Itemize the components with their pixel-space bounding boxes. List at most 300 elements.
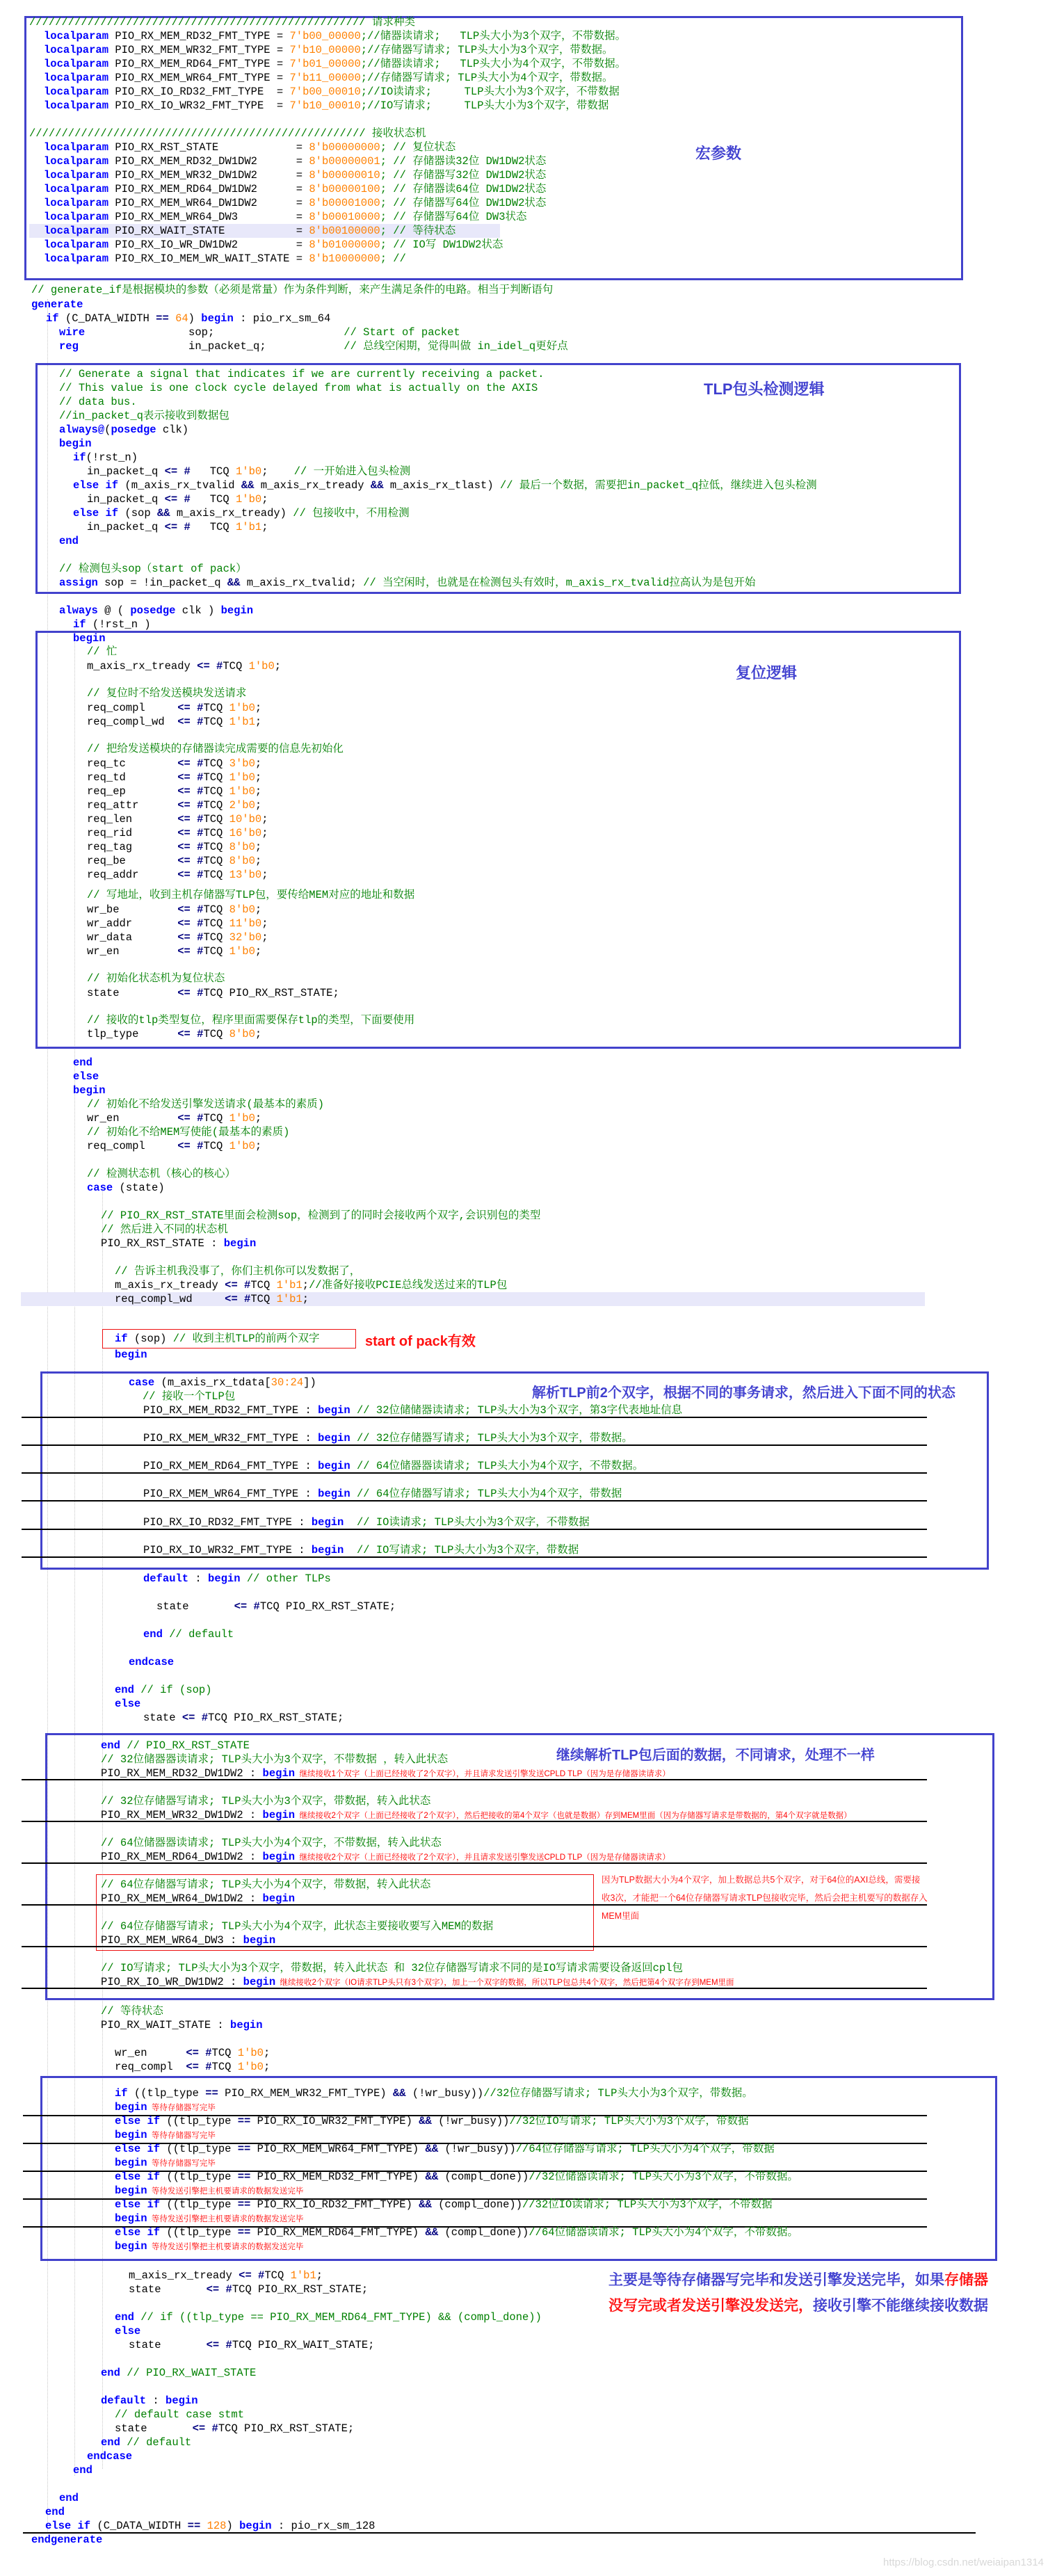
code-text: TCQ PIO_RX_RST_STATE; xyxy=(232,2283,369,2296)
code-text: wr_addr xyxy=(87,917,178,930)
code-line[interactable] xyxy=(44,140,455,154)
code-keyword: end xyxy=(101,2436,120,2449)
code-line[interactable] xyxy=(87,826,268,840)
code-operator: <= # xyxy=(177,827,204,839)
code-line[interactable] xyxy=(143,1515,590,1529)
code-keyword: default xyxy=(101,2394,147,2407)
code-line[interactable] xyxy=(44,85,620,99)
code-line[interactable] xyxy=(143,1711,344,1725)
code-line[interactable] xyxy=(115,2408,244,2422)
code-line[interactable] xyxy=(115,2114,749,2128)
code-line[interactable] xyxy=(31,298,83,312)
code-line[interactable] xyxy=(87,1181,165,1195)
code-keyword: begin xyxy=(311,1544,344,1556)
code-line[interactable] xyxy=(115,1683,212,1697)
code-number: 2'b0 xyxy=(229,799,255,812)
code-operator: && xyxy=(227,577,241,589)
code-number: 11'b0 xyxy=(229,917,262,930)
code-comment: // 32位储储器读请求; TLP头大小为3个双字，第3字代表地址信息 xyxy=(356,1404,683,1417)
code-comment: // if ((tlp_type == PIO_RX_MEM_RD64_FMT_TYPE) && (compl_done)) xyxy=(140,2311,542,2324)
code-number: 8'b0 xyxy=(229,855,255,867)
code-line[interactable] xyxy=(101,2436,191,2449)
code-number: 8'b00000010 xyxy=(309,169,380,182)
code-text: wr_data xyxy=(87,931,178,944)
code-text: PIO_RX_MEM_WR64_FMT_TYPE : xyxy=(143,1488,318,1500)
code-number: 13'b0 xyxy=(229,869,262,881)
code-number: 1'b1 xyxy=(229,716,255,728)
code-line[interactable] xyxy=(101,1808,852,1822)
code-comment: //////////////////////////////////////////////////// 请求种类 xyxy=(29,16,415,29)
code-line[interactable] xyxy=(87,757,261,771)
code-text: PIO_RX_MEM_WR64_DW3 = xyxy=(108,211,309,223)
code-comment: // PIO_RX_RST_STATE里面会检测sop，检测到了的同时会接收两个双字,会识别包的类型 xyxy=(101,1209,541,1222)
code-text: PIO_RX_MEM_RD64_FMT_TYPE) xyxy=(250,2226,426,2239)
code-comment: ;//IO写请求; TLP头大小为3个双字，带数据 xyxy=(360,99,609,112)
code-line[interactable] xyxy=(44,71,613,85)
code-line[interactable] xyxy=(115,2184,303,2198)
code-operator: == xyxy=(156,312,169,325)
code-keyword: else if xyxy=(73,479,119,492)
code-line[interactable] xyxy=(115,1332,320,1346)
code-line[interactable] xyxy=(59,437,92,451)
code-keyword: always@ xyxy=(59,424,105,436)
code-line[interactable] xyxy=(73,631,106,645)
code-keyword: else xyxy=(115,1698,141,1710)
code-line[interactable] xyxy=(59,576,755,590)
code-text: TCQ PIO_RX_RST_STATE; xyxy=(203,987,339,999)
code-line[interactable] xyxy=(87,686,246,700)
code-line[interactable] xyxy=(73,1056,92,1070)
code-line[interactable] xyxy=(31,283,553,297)
code-line[interactable] xyxy=(87,917,268,931)
code-line[interactable] xyxy=(73,618,151,631)
code-keyword: begin xyxy=(166,2394,198,2407)
code-text: TCQ xyxy=(250,1279,277,1291)
code-operator: <= # xyxy=(177,987,204,999)
annotation-continue-parse: 继续解析TLP包后面的数据，不同请求，处理不一样 xyxy=(556,1748,875,1763)
code-line[interactable] xyxy=(45,2519,375,2533)
code-line[interactable] xyxy=(143,1627,234,1641)
code-text: PIO_RX_IO_WR_DW1DW2 = xyxy=(108,239,309,251)
code-operator: == xyxy=(187,2520,201,2532)
code-text: ; xyxy=(255,757,262,770)
code-line[interactable] xyxy=(129,1655,174,1669)
code-keyword: begin xyxy=(243,1934,276,1947)
code-line[interactable] xyxy=(87,840,261,854)
code-operator: && xyxy=(241,479,255,492)
code-line[interactable] xyxy=(59,325,460,339)
code-operator: == xyxy=(237,2226,251,2239)
code-line[interactable] xyxy=(44,57,626,71)
code-text: ; xyxy=(261,493,268,506)
code-line[interactable] xyxy=(115,1697,140,1711)
code-line[interactable] xyxy=(101,1223,228,1237)
annotation-parse-first-dw: 解析TLP前2个双字，根据不同的事务请求，然后进入下面不同的状态 xyxy=(532,1385,955,1401)
code-line[interactable] xyxy=(44,224,455,238)
code-line[interactable] xyxy=(44,99,608,113)
code-comment: // PIO_RX_RST_STATE xyxy=(127,1739,250,1752)
code-keyword: assign xyxy=(59,577,98,589)
code-line[interactable] xyxy=(87,798,261,812)
code-line[interactable] xyxy=(115,2422,354,2436)
code-keyword: begin xyxy=(318,1404,350,1417)
code-line[interactable] xyxy=(87,645,117,659)
red-annotation: 等待发送引擎把主机要请求的数据发送完毕 xyxy=(147,2215,304,2223)
code-keyword: localparam xyxy=(44,141,109,154)
code-text: req_rid xyxy=(87,827,178,839)
code-line[interactable] xyxy=(87,1125,289,1139)
code-line[interactable] xyxy=(101,1836,442,1850)
code-line[interactable] xyxy=(143,1487,622,1501)
code-line[interactable] xyxy=(101,1209,540,1223)
code-line[interactable] xyxy=(87,868,268,882)
code-number: 1'b0 xyxy=(237,2047,264,2059)
code-line[interactable] xyxy=(101,2394,198,2408)
code-line[interactable] xyxy=(156,1600,396,1613)
code-line[interactable] xyxy=(44,43,613,57)
code-line[interactable] xyxy=(115,2170,798,2184)
code-line[interactable] xyxy=(115,1292,309,1306)
code-line[interactable] xyxy=(87,492,268,506)
code-line[interactable] xyxy=(44,29,626,43)
code-keyword: localparam xyxy=(44,183,109,195)
code-operator: <= # xyxy=(177,771,204,784)
code-keyword: else if xyxy=(115,2171,161,2183)
code-comment: //////////////////////////////////////////////////// 接收状态机 xyxy=(29,127,426,140)
code-text: clk ) xyxy=(175,604,221,617)
code-operator: <= # xyxy=(164,493,191,506)
code-comment: // Generate a signal that indicates if we are currently receiving a packet. xyxy=(59,368,544,380)
code-keyword: localparam xyxy=(44,44,109,56)
code-line[interactable] xyxy=(59,409,229,423)
code-line[interactable] xyxy=(31,2533,102,2547)
code-line[interactable] xyxy=(87,812,268,826)
code-comment: //32位IO写请求; TLP头大小为3个双字，带数据 xyxy=(509,2115,749,2127)
code-line[interactable] xyxy=(115,2310,542,2324)
code-text: ; xyxy=(261,521,268,533)
code-line[interactable] xyxy=(87,465,410,478)
code-text: ; xyxy=(255,771,262,784)
code-text: (C_DATA_WIDTH xyxy=(90,2520,188,2532)
code-line[interactable] xyxy=(115,2212,303,2225)
code-text: state xyxy=(115,2422,193,2435)
code-line[interactable] xyxy=(73,2463,92,2477)
code-text: req_td xyxy=(87,771,178,784)
code-keyword: begin xyxy=(262,1851,296,1863)
code-text: PIO_RX_WAIT_STATE : xyxy=(101,2019,231,2031)
code-keyword: begin xyxy=(115,2129,147,2141)
code-line[interactable] xyxy=(143,1543,579,1557)
code-line[interactable] xyxy=(115,2100,216,2114)
code-keyword: begin xyxy=(201,312,234,325)
code-keyword: localparam xyxy=(44,155,109,168)
code-line[interactable] xyxy=(44,168,546,182)
code-line[interactable] xyxy=(44,252,406,266)
code-text: req_be xyxy=(87,855,178,867)
code-line[interactable] xyxy=(87,903,261,917)
code-line[interactable] xyxy=(87,1097,324,1111)
code-line[interactable] xyxy=(115,2225,798,2239)
code-number: 1'b0 xyxy=(229,945,255,958)
code-line[interactable] xyxy=(59,367,544,381)
code-line[interactable] xyxy=(29,15,415,29)
code-text: wr_en xyxy=(115,2047,186,2059)
code-line[interactable] xyxy=(29,127,426,140)
code-line[interactable] xyxy=(44,238,503,252)
code-line[interactable] xyxy=(87,1139,261,1153)
code-text xyxy=(120,2436,127,2449)
code-text: wr_be xyxy=(87,903,178,916)
code-line[interactable] xyxy=(44,196,546,210)
code-line[interactable] xyxy=(59,423,188,437)
code-line[interactable] xyxy=(143,1572,331,1586)
code-line[interactable] xyxy=(101,1919,493,1933)
code-keyword: else if xyxy=(73,507,119,520)
code-text: ; xyxy=(261,869,268,881)
code-text: ; xyxy=(255,945,262,958)
code-line[interactable] xyxy=(115,2128,216,2142)
code-text: PIO_RX_MEM_WR32_FMT_TYPE : xyxy=(143,1432,318,1444)
code-line[interactable] xyxy=(129,2269,323,2283)
annotation-sop-valid: start of pack有效 xyxy=(365,1334,476,1349)
code-keyword: if xyxy=(115,1333,128,1345)
code-comment: // IO写请求; TLP头大小为3个双字，带数据，转入此状态 和 32位存储器写请求不同的是IO写请求需要设备返回cpl包 xyxy=(101,1962,684,1974)
code-text: TCQ xyxy=(203,1028,229,1040)
code-line[interactable] xyxy=(44,182,546,196)
code-line[interactable] xyxy=(87,1111,261,1125)
code-text: req_tc xyxy=(87,757,178,770)
code-text: req_len xyxy=(87,813,178,826)
code-line[interactable] xyxy=(73,1070,99,1084)
code-comment: // 接收的tlp类型复位，程序里面需要保存tlp的类型，下面要使用 xyxy=(87,1014,415,1027)
annotation-wait-note-line2 xyxy=(608,2294,988,2315)
code-line[interactable] xyxy=(101,1892,295,1906)
code-operator: == xyxy=(237,2115,251,2127)
code-line[interactable] xyxy=(101,1739,250,1753)
code-text: TCQ xyxy=(203,799,229,812)
code-keyword: else if xyxy=(115,2143,161,2155)
code-line[interactable] xyxy=(115,2239,303,2253)
code-line[interactable] xyxy=(59,534,79,548)
code-line[interactable] xyxy=(115,1348,147,1362)
code-line[interactable] xyxy=(101,2018,263,2032)
code-line[interactable] xyxy=(59,562,247,576)
annotation-macro-params: 宏参数 xyxy=(695,145,742,162)
code-comment: ; // xyxy=(380,252,406,265)
code-comment: // generate_if是根据模块的参数（必须是常量）作为条件判断，来产生满足条件的电路。相当于判断语句 xyxy=(31,284,554,296)
code-text: ]) xyxy=(303,1376,316,1389)
code-number: 7'b00_00010 xyxy=(289,86,361,98)
code-operator: <= # xyxy=(177,785,204,798)
code-text: TCQ xyxy=(203,716,229,728)
code-text: (!wr_busy)) xyxy=(438,2143,516,2155)
code-line[interactable] xyxy=(101,1961,683,1975)
code-line[interactable] xyxy=(87,1013,414,1027)
code-line[interactable] xyxy=(87,2449,132,2463)
code-number: 8'b00001000 xyxy=(309,197,380,209)
code-line[interactable] xyxy=(59,339,568,353)
code-text: : pio_rx_sm_128 xyxy=(271,2520,376,2532)
code-line[interactable] xyxy=(87,986,339,1000)
code-line[interactable] xyxy=(101,2366,256,2380)
code-line[interactable] xyxy=(73,451,138,465)
code-text: : pio_rx_sm_64 xyxy=(233,312,331,325)
code-number: 8'b00000100 xyxy=(309,183,380,195)
code-text: PIO_RX_MEM_RD32_DW1DW2 : xyxy=(101,1767,263,1780)
code-operator: <= # xyxy=(225,1279,251,1291)
code-line[interactable] xyxy=(115,2046,270,2060)
code-line[interactable] xyxy=(115,2142,775,2156)
code-keyword: wire xyxy=(59,326,86,339)
code-text: TCQ xyxy=(264,2269,291,2282)
code-number: 7'b10_00010 xyxy=(289,99,361,112)
code-line[interactable] xyxy=(101,1753,448,1766)
code-number: 1'b0 xyxy=(229,702,255,714)
code-line[interactable] xyxy=(87,888,414,902)
code-line[interactable] xyxy=(87,701,261,715)
code-keyword: begin xyxy=(115,2101,147,2114)
code-line[interactable] xyxy=(143,1390,235,1403)
code-operator: <= # xyxy=(164,521,191,533)
code-text: (!rst_n ) xyxy=(86,618,151,631)
code-comment: //准备好接收PCIE总线发送过来的TLP包 xyxy=(309,1279,508,1291)
code-line[interactable] xyxy=(45,2505,65,2519)
code-number: 16'b0 xyxy=(229,827,262,839)
code-comment: // 一开始进入包头检测 xyxy=(293,465,411,478)
code-line[interactable] xyxy=(115,1264,360,1278)
code-text: ; xyxy=(263,2061,271,2073)
code-line[interactable] xyxy=(101,1766,670,1780)
code-keyword: localparam xyxy=(44,225,109,237)
code-line[interactable] xyxy=(101,1794,430,1808)
code-text: in_packet_q xyxy=(87,465,165,478)
code-keyword: localparam xyxy=(44,211,109,223)
code-number: 128 xyxy=(207,2520,227,2532)
code-text: m_axis_rx_tlast) xyxy=(383,479,500,492)
code-keyword: begin xyxy=(230,2019,263,2031)
code-line[interactable] xyxy=(59,604,253,618)
code-keyword: begin xyxy=(73,1084,106,1097)
code-line[interactable] xyxy=(87,742,344,756)
code-operator: == xyxy=(205,2087,218,2100)
code-text: PIO_RX_RST_STATE = xyxy=(108,141,309,154)
code-operator: == xyxy=(237,2143,251,2155)
code-line[interactable] xyxy=(115,2198,773,2212)
code-line[interactable] xyxy=(101,1850,670,1864)
code-line[interactable] xyxy=(87,771,261,784)
code-line[interactable] xyxy=(115,2156,216,2170)
code-text: PIO_RX_IO_WR32_FMT_TYPE) xyxy=(250,2115,419,2127)
code-number: 32'b0 xyxy=(229,931,262,944)
code-line[interactable] xyxy=(87,1027,261,1041)
code-line[interactable] xyxy=(143,1403,682,1417)
code-line[interactable] xyxy=(59,381,538,395)
code-operator: <= # xyxy=(177,945,204,958)
code-operator: <= # xyxy=(177,757,204,770)
code-operator: <= # xyxy=(164,465,191,478)
code-line[interactable] xyxy=(101,1933,275,1947)
code-line[interactable] xyxy=(59,395,137,409)
code-line[interactable] xyxy=(115,2086,753,2100)
code-line[interactable] xyxy=(59,2491,79,2505)
code-keyword: localparam xyxy=(44,99,109,112)
code-text: (compl_done)) xyxy=(431,2198,523,2211)
code-text: PIO_RX_MEM_WR64_DW1DW2 = xyxy=(108,197,309,209)
code-line[interactable] xyxy=(87,854,261,868)
code-line[interactable] xyxy=(143,1459,643,1473)
code-text: in_packet_q xyxy=(87,521,165,533)
code-text: ) xyxy=(188,312,202,325)
code-line[interactable] xyxy=(115,2060,270,2074)
code-number: 10'b0 xyxy=(229,813,262,826)
code-text: PIO_RX_IO_WR32_FMT_TYPE = xyxy=(108,99,290,112)
code-text: PIO_RX_WAIT_STATE = xyxy=(108,225,309,237)
code-line[interactable] xyxy=(87,931,268,944)
code-line[interactable] xyxy=(46,312,330,325)
code-comment: // 把给发送模块的存储器读完成需要的信息先初始化 xyxy=(87,743,344,755)
code-text: TCQ xyxy=(203,931,229,944)
code-text: (state) xyxy=(113,1182,165,1194)
code-text: PIO_RX_MEM_RD32_DW1DW2 = xyxy=(108,155,309,168)
code-line[interactable] xyxy=(87,784,261,798)
code-line[interactable] xyxy=(129,2283,368,2296)
code-line[interactable] xyxy=(129,1376,316,1390)
code-comment: // 包接收中，不用检测 xyxy=(293,507,410,520)
code-comment: ;//存储器写请求; TLP头大小为4个双字，带数据。 xyxy=(360,72,613,84)
code-line[interactable] xyxy=(87,972,225,985)
code-text: req_tag xyxy=(87,841,178,853)
code-line[interactable] xyxy=(44,210,527,224)
code-text: ((tlp_type xyxy=(160,2226,238,2239)
code-keyword: end xyxy=(101,2367,120,2379)
code-line[interactable] xyxy=(87,1167,236,1181)
code-text: m_axis_rx_tvalid; xyxy=(240,577,364,589)
code-line[interactable] xyxy=(101,2004,163,2018)
code-number: 8'b0 xyxy=(229,903,255,916)
code-comment: // 初始化不给MEM写使能(最基本的素质) xyxy=(87,1126,290,1138)
code-line[interactable] xyxy=(87,520,268,534)
code-line[interactable] xyxy=(44,154,546,168)
code-line[interactable] xyxy=(101,1237,256,1250)
code-line[interactable] xyxy=(87,715,261,729)
code-line[interactable] xyxy=(101,1878,430,1892)
code-line[interactable] xyxy=(129,2338,374,2352)
code-line[interactable] xyxy=(87,659,281,673)
code-keyword: begin xyxy=(59,437,92,450)
code-line[interactable] xyxy=(87,944,261,958)
code-keyword: end xyxy=(59,2492,79,2504)
code-text: ((tlp_type xyxy=(160,2198,238,2211)
code-line[interactable] xyxy=(115,1278,507,1292)
code-line[interactable] xyxy=(73,478,817,492)
code-keyword: end xyxy=(73,2464,92,2477)
code-keyword: if xyxy=(73,618,86,631)
code-text: TCQ xyxy=(203,813,229,826)
code-text: (compl_done)) xyxy=(438,2171,529,2183)
code-line[interactable] xyxy=(73,1084,106,1097)
code-comment: //64位储器读请求; TLP头大小为4个双字，不带数据。 xyxy=(528,2226,798,2239)
code-line[interactable] xyxy=(143,1431,633,1445)
code-text: ; xyxy=(261,931,268,944)
code-line[interactable] xyxy=(115,2324,140,2338)
code-keyword: begin xyxy=(262,1809,296,1821)
code-line[interactable] xyxy=(73,506,410,520)
code-operator: <= # xyxy=(177,716,204,728)
code-line[interactable] xyxy=(101,1975,734,1989)
code-number: 1'b0 xyxy=(248,660,275,673)
code-operator: == xyxy=(237,2198,251,2211)
code-text: TCQ xyxy=(203,945,229,958)
